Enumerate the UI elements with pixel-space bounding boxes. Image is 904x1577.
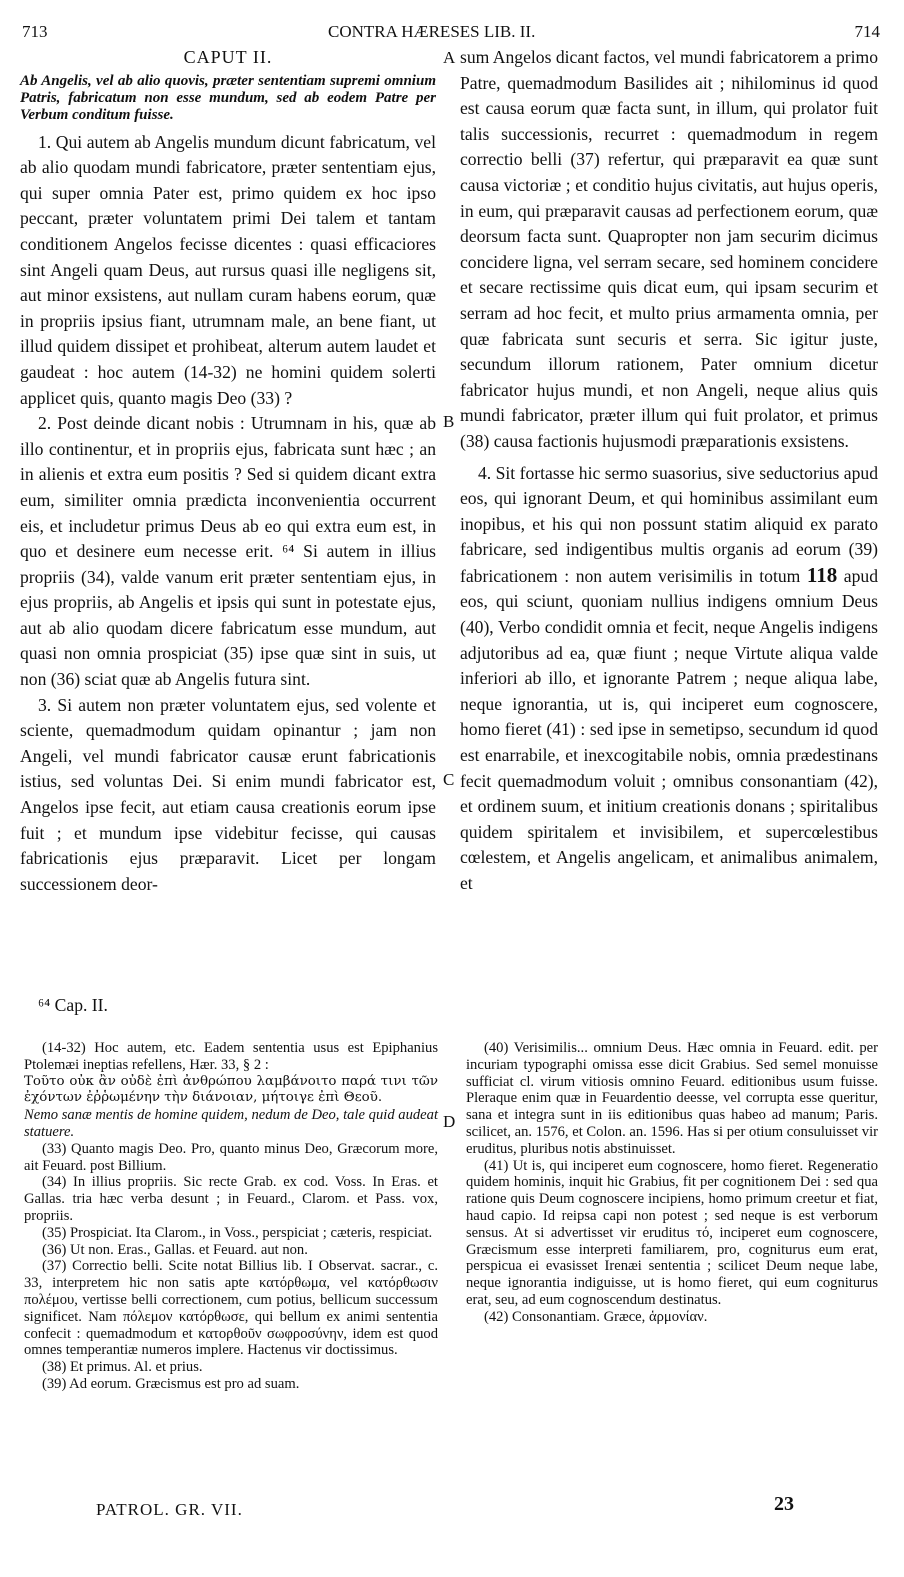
left-column	[20, 45, 436, 897]
paragraph-3: 3. Si autem non præter voluntatem ejus, sed volente et sciente, quemadmodum quidam opinantur ; jam non Angeli, vel mundi fabricator causæ erunt fabricationis istius, sed voluntas Dei. Si enim mundi fabricator est, Angelos ipse fecit, aut etiam causa creationis eorum ipse fuit ; et mundum ipse videbitur fecisse, qui causas fabricationis ejus præparavit. Licet per longam successionem deor-	[20, 694, 436, 894]
footnote-35: (35) Prospiciat. Ita Clarom., in Voss., perspiciat ; cæteris, respiciat.	[42, 1224, 433, 1241]
column-number: 118	[806, 562, 838, 587]
paragraph-2: 2. Post deinde dicant nobis : Utrumnam in his, quæ ab illo continentur, et in propriis ejus, fabricata sunt hæc ; an in alienis et extra eum positis ? Sed si quidem dicant extra eum, similiter omnia prædicta inconvenientia occurrent eis, et includetur primus Deus ab eo qui extra eum est, in quo et desinere eum necesse erit. ⁶⁴ Si autem in illius propriis (34), valde vanum erit præter sententiam ejus, in ejus propriis, ab Angelis et ipsis qui sunt in potestate ejus, aut ab alio quodam dicere fabricatum esse mundum, aut quasi non omnia prospiciat (35) ipse quæ sint in suis, ut non (36) sciat quæ ab Angelis futura sint.	[20, 413, 436, 690]
running-title: CONTRA HÆRESES LIB. II.	[328, 22, 536, 41]
footnote-37: (37) Correctio belli. Scite notat Billius lib. I Observat. sacrar., c. 33, interpretem hic non satis apte κατόρθωμα, vel κατόρθωσιν πολέμου, vertisse belli correctionem, cum potius, bellicum successum significet. Nam πόλεμον κατόρθωσε, qui bellum ex animi sententia confecit : quemadmodum et κατορθοῦν σωφροσύνην, idem est quod omnes temperantiæ numeros implere. Hactenus vir doctissimus.	[24, 1258, 438, 1359]
footnote-38: (38) Et primus. Al. et prius.	[42, 1359, 203, 1376]
margin-letter-b: B	[443, 412, 455, 431]
footnote-42: (42) Consonantiam. Græce, ἁρμονίαν.	[484, 1308, 708, 1325]
footer-signature: 23	[774, 1493, 794, 1515]
right-column	[460, 45, 878, 897]
paragraph-4-start: 4. Sit fortasse hic sermo suasorius, sive seductorius apud eos, qui ignorant Deum, et qui hominibus assimilant eum inopibus, et his qui non possunt statim aliquid ex parato fabricare, sed indigentibus multis organis ad eorum (39) fabricationem : non autem verisimilis in totum	[460, 462, 878, 586]
page-number-right: 714	[854, 22, 880, 41]
paragraph-3-continued: sum Angelos dicant factos, vel mundi fabricatorem a primo Patre, quemadmodum Basilides ait ; nihilominus id quod est causa eorum quæ facta sunt, in illum, qui prolator fuit talis successionis, recurret : quemadmodum in regem correctio belli (37) refertur, qui præparavit ea quæ sunt causa victoriæ ; et conditio hujus civitatis, aut hujus operis, in eum, qui præparavit causas ad perfectionem eorum, quæ deorsum facta sunt. Quapropter non jam securim dicimus concidere ligna, vel serram secare, sed hominem concidere et secare rectissime quis dicat eum, qui ipsam securim et serram ad hoc fecit, et multo prius armamenta omnia, per quæ fabricata sunt securis et serra. Sic igitur juste, secundum illorum rationem, Pater omnium dicetur fabricator hujus mundi, et non Angeli, neque alius quis mundi fabricator, præter illum qui fuit prolator, et primus (38) causa factionis hujusmodi præparationis exsistens.	[460, 47, 878, 451]
chapter-heading: CAPUT II.	[183, 47, 273, 67]
footnote-36: (36) Ut non. Eras., Gallas. et Feuard. aut non.	[42, 1241, 308, 1258]
footnote-39: (39) Ad eorum. Græcismus est pro ad suam.	[42, 1375, 300, 1392]
margin-letter-c: C	[443, 770, 455, 789]
chapter-summary: Ab Angelis, vel ab alio quovis, præter sententiam supremi omnium Patris, fabricatum non esse mundum, sed ab eodem Patre per Verbum conditum fuisse.	[20, 72, 436, 123]
page-number-left: 713	[22, 22, 48, 41]
footnote-34: (34) In illius propriis. Sic recte Grab. ex cod. Voss. In Eras. et Gallas. tria hæc verba desunt ; in Feuard., Clarom. et Pass. vox, propriis.	[24, 1174, 438, 1224]
footnotes-left	[24, 1040, 438, 1393]
footnotes-right	[466, 1040, 878, 1326]
footer-series: PATROL. GR. VII.	[96, 1500, 243, 1519]
footnote-41: (41) Ut is, qui inciperet eum cognoscere, homo fieret. Regeneratio quidem hominis, inquit hic Grabius, fit per cognitionem Dei : sed qua ratione quis Deum cognoscere incipiens, homo primum creetur et fiat, haud capio. Id reipsa capi non potest ; sed neque is est verborum sensus. At si advertisset vir eruditus τό, inciperet eum cognoscere, Græcismum esse interpreti familiarem, pro, cogniturus eum erat, perspicua ei evasisset Irenæi sententia ; scilicet Deum neque labe, neque ignorantia indiguisse, ut is homo fieret, qui eum cogniturus erat, seu, ad eum cognoscendum destinatus.	[466, 1157, 878, 1308]
chapter-reference: ⁶⁴ Cap. II.	[38, 995, 108, 1015]
paragraph-1: 1. Qui autem ab Angelis mundum dicunt fabricatum, vel ab alio quodam mundi fabricatore, præter sententiam ejus, qui super omnia Pater est, primo quidem ex hoc ipso peccant, præter voluntatem primi Dei talem et tantam conditionem Angelos fecisse dicentes : quasi efficaciores sint Angeli quam Deus, aut rursus quasi ille negligens sit, aut minor exsistens, aut nullam curam habens eorum, quæ in propriis ipsius fiant, utrumnam male, an bene fiant, ut illud quidem dissipet et prohibeat, alterum autem laudet et gaudeat : hoc autem (14-32) ne homini quidem solerti applicet quis, quanto magis Deo (33) ?	[20, 131, 436, 408]
footnote-latin-gloss: Nemo sanæ mentis de homine quidem, nedum de Deo, tale quid audeat statuere.	[24, 1107, 438, 1140]
footnote-33: (33) Quanto magis Deo. Pro, quanto minus Deo, Græcorum more, ait Feuard. post Billium.	[24, 1140, 438, 1174]
margin-letter-a: A	[443, 48, 456, 67]
paragraph-4-end: apud eos, qui sciunt, quoniam nullius indigens omnium Deus (40), Verbo condidit omnia et fecit, neque Angelis indigens adjutoribus ad ea, quæ fiunt ; neque Virtute aliqua valde inferiori ab illo, et ignorante Patrem ; neque aliqua labe, neque ignorantia, ut is, qui inciperet eum cognoscere, homo fieret (41) : sed ipse in semetipso, secundum id quod est enarrabile, et inexcogitabile nobis, omnia prædestinans fecit quemadmodum voluit ; omnibus consonantiam (42), et ordinem suum, et initium creationis donans ; spiritalibus quidem spiritalem et invisibilem, et supercœlestibus cœlestem, et Angelis angelicam, et animalibus animalem, et	[460, 565, 878, 893]
footnote-greek-quote: Τοῦτο οὐκ ἂν οὐδὲ ἐπὶ ἀνθρώπου λαμβάνοιτο παρά τινι τῶν ἐχόντων ἐῤῥωμένην τὴν διάνοιαν, μήτοιγε ἐπὶ Θεοῦ.	[24, 1073, 438, 1106]
paragraph-4	[460, 461, 878, 897]
footnote-14-32: (14-32) Hoc autem, etc. Eadem sententia usus est Epiphanius Ptolemæi ineptias refellens, Hær. 33, § 2 :	[24, 1040, 438, 1073]
margin-letter-d: D	[443, 1112, 456, 1131]
footnote-40: (40) Verisimilis... omnium Deus. Hæc omnia in Feuard. edit. per incuriam typographi omissa esse dicit Grabius. Sed semel monuisse sufficiat cl. virum vitiosis omnino Feuard. editionibus usum fuisse. Pleraque enim quæ in Feuardentio deesse, vel corrupta esse queritur, sana et integra sunt in iis editionibus quas habeo ad manum; Paris. scilicet, an. 1576, et Colon. an. 1596. Has si per otium consuluisset vir eruditus, pluribus notis abstinuisset.	[466, 1040, 878, 1157]
